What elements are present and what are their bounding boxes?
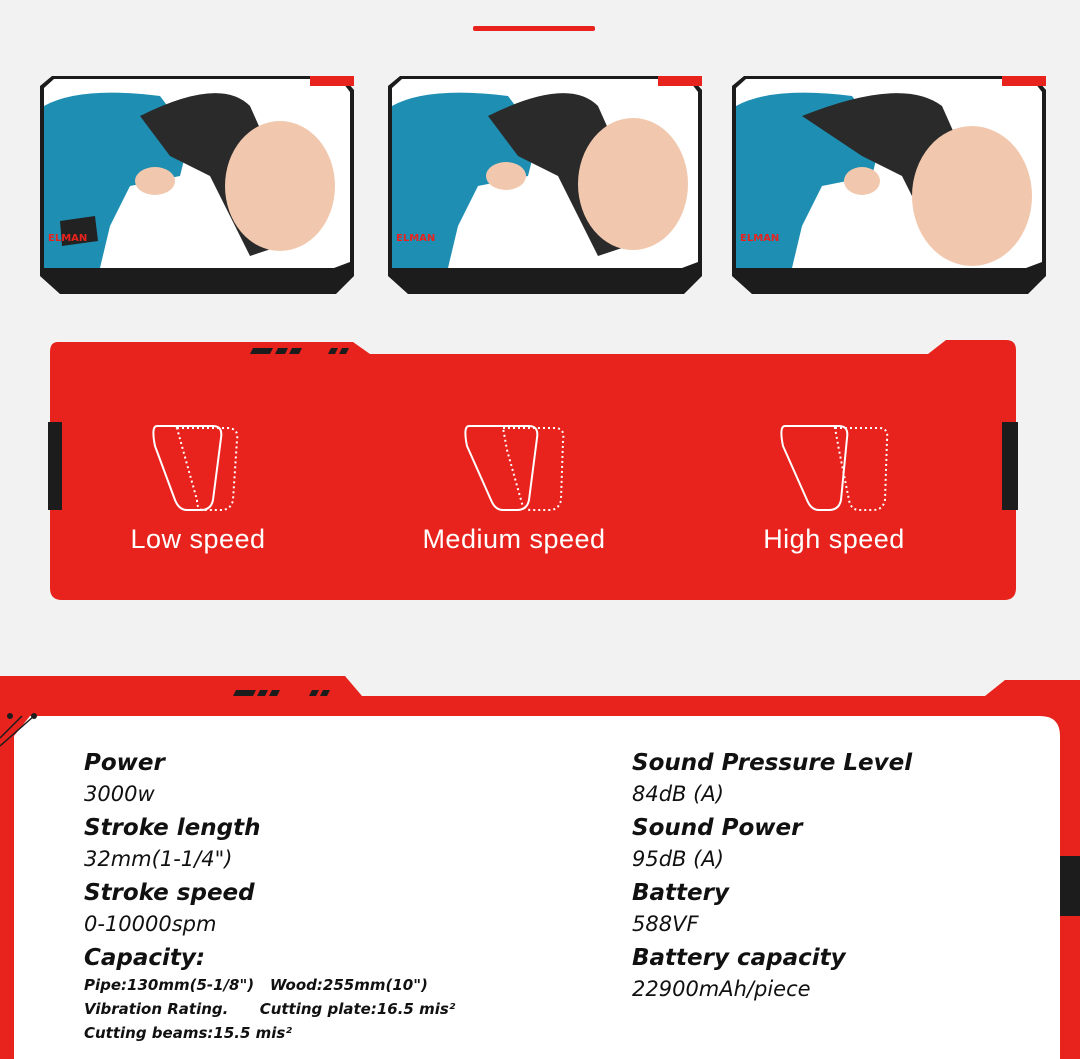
speed-mode-medium	[394, 420, 634, 555]
trigger-low-icon	[143, 420, 253, 516]
spec-value: 3000w	[84, 782, 155, 806]
spec-column-left	[84, 748, 455, 1045]
spec-title: Battery	[632, 880, 729, 906]
spec-title: Power	[84, 750, 165, 776]
spec-title: Sound Power	[632, 815, 803, 841]
brand-text: ELMAN	[48, 233, 88, 244]
photo-card-low	[40, 76, 354, 294]
brand-text: ELMAN	[740, 233, 780, 244]
spec-title: Stroke speed	[84, 880, 255, 906]
speed-label: Low speed	[130, 524, 266, 554]
speed-label: High speed	[763, 524, 905, 554]
spec-value: 588VF	[632, 912, 699, 936]
drill-grip-photo	[40, 76, 354, 294]
capacity-line: Vibration Rating. Cutting plate:16.5 mis²	[84, 1000, 456, 1018]
capacity-title: Capacity:	[84, 945, 206, 971]
speed-modes-panel	[48, 338, 1020, 602]
spec-value: 84dB (A)	[632, 782, 724, 806]
photo-card-high	[732, 76, 1046, 294]
capacity-line: Pipe:130mm(5-1/8") Wood:255mm(10")	[84, 976, 428, 994]
spec-value: 0-10000spm	[84, 912, 217, 936]
spec-column-right	[632, 748, 912, 1008]
drill-grip-photo	[732, 76, 1046, 294]
spec-title: Sound Pressure Level	[632, 750, 913, 776]
photo-card-medium	[388, 76, 702, 294]
spec-value: 32mm(1-1/4")	[84, 847, 233, 871]
spec-title: Stroke length	[84, 815, 261, 841]
top-accent-bar	[473, 26, 595, 31]
spec-title: Battery capacity	[632, 945, 846, 971]
spec-value: 22900mAh/piece	[632, 977, 811, 1001]
drill-grip-photo	[388, 76, 702, 294]
brand-text: ELMAN	[396, 233, 436, 244]
speed-label: Medium speed	[422, 524, 606, 554]
trigger-medium-icon	[459, 420, 569, 516]
capacity-line: Cutting beams:15.5 mis²	[84, 1024, 292, 1042]
speed-mode-high	[714, 420, 954, 555]
specifications-section	[0, 676, 1080, 1059]
speed-mode-low	[78, 420, 318, 555]
trigger-high-icon	[779, 420, 889, 516]
spec-value: 95dB (A)	[632, 847, 724, 871]
